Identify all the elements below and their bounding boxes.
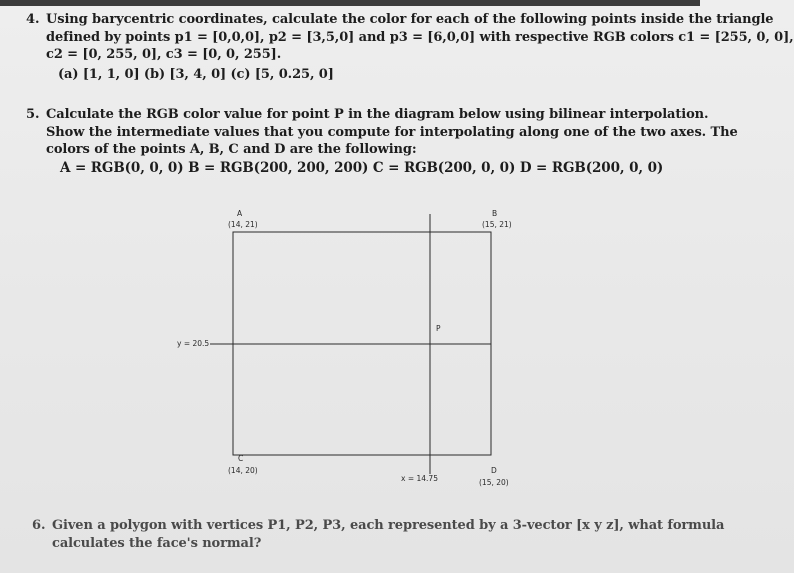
q4-line-3: c2 = [0, 255, 0], c3 = [0, 0, 255]. (46, 47, 282, 62)
point-b-coord: (15, 21) (482, 220, 512, 229)
point-b-label: B (492, 209, 498, 218)
q5-line-2: Show the intermediate values that you compute for interpolating along one of the two axes. The (46, 125, 738, 140)
q6-line-1: Given a polygon with vertices P1, P2, P3, each represented by a 3-vector [x y z], what formula (52, 518, 725, 533)
point-d-coord: (15, 20) (479, 478, 509, 487)
q4-line-2: defined by points p1 = [0,0,0], p2 = [3,5,0] and p3 = [6,0,0] with respective RGB colors c1 = [255, 0, 0], (46, 30, 794, 45)
q6-line-2: calculates the face's normal? (52, 536, 262, 551)
point-a-label: A (237, 209, 243, 218)
x-value-label: x = 14.75 (401, 474, 438, 483)
point-c-coord: (14, 20) (228, 466, 258, 475)
point-p-label: P (436, 324, 441, 333)
q4-number: 4. (26, 12, 40, 27)
y-value-label: y = 20.5 (177, 339, 210, 348)
q5-color-list: A = RGB(0, 0, 0) B = RGB(200, 200, 200) C = RGB(200, 0, 0) D = RGB(200, 0, 0) (60, 160, 664, 176)
point-a-coord: (14, 21) (228, 220, 258, 229)
point-d-label: D (491, 466, 497, 475)
q5-line-3: colors of the points A, B, C and D are the following: (46, 142, 417, 157)
q6-number: 6. (32, 518, 46, 533)
q4-parts: (a) [1, 1, 0] (b) [3, 4, 0] (c) [5, 0.25, 0] (58, 67, 334, 82)
point-c-label: C (238, 454, 244, 463)
q4-line-1: Using barycentric coordinates, calculate the color for each of the following points inside the triangle (46, 12, 774, 27)
q5-line-1: Calculate the RGB color value for point P in the diagram below using bilinear interpolation. (46, 107, 709, 122)
q5-number: 5. (26, 107, 40, 122)
